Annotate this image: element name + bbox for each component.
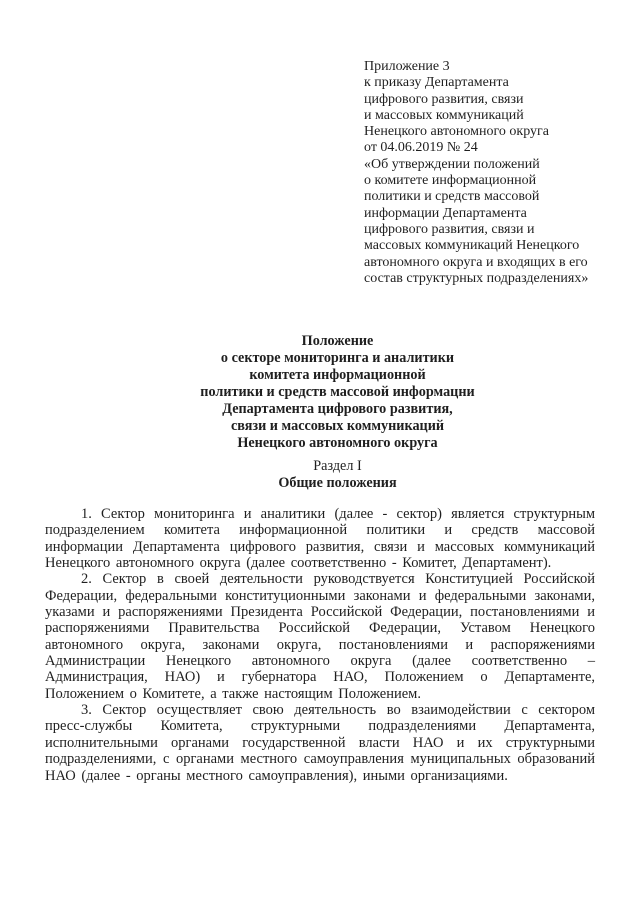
appendix-line: цифрового развития, связи и [364, 221, 535, 237]
appendix-line: о комитете информационной [364, 173, 537, 189]
appendix-line: к приказу Департамента [364, 75, 509, 91]
appendix-block [364, 59, 604, 287]
appendix-line: «Об утверждении положений [364, 156, 540, 172]
appendix-line: Приложение 3 [364, 59, 450, 74]
appendix-line: Ненецкого автономного округа [364, 124, 549, 140]
appendix-line: от 04.06.2019 № 24 [364, 140, 478, 156]
document-title [55, 333, 620, 452]
appendix-line: информации Департамента [364, 205, 527, 221]
paragraph-3: 3. Сектор осуществляет свою деятельность во взаимодействии с сектором пресс-службы Комитета, структурными подразделениями Департамента, исполнительными органами государственной власти НАО и их структурными подразделениями, с органами местного самоуправления муниципальных образований НАО (далее - органы местного самоуправления), иными организациями. [45, 702, 595, 784]
title-line: комитета информационной [249, 367, 426, 383]
title-line: политики и средств массовой информацни [200, 384, 475, 400]
appendix-line: автономного округа и входящих в его [364, 254, 588, 270]
appendix-line: массовых коммуникаций Ненецкого [364, 238, 580, 254]
document-body [45, 506, 595, 784]
section-title: Общие положения [278, 475, 397, 491]
title-line: Ненецкого автономного округа [237, 435, 438, 451]
appendix-line: политики и средств массовой [364, 189, 540, 205]
section-heading-block [55, 458, 620, 492]
title-line: связи и массовых коммуникаций [230, 418, 445, 434]
title-line: о секторе мониторинга и аналитики [220, 350, 455, 366]
paragraph-1: 1. Сектор мониторинга и аналитики (далее - сектор) является структурным подразделением комитета информационной политики и средств массовой информации Департамента цифрового развития, связи и массовых коммуникаций Ненецкого автономного округа (далее соответственно - Комитет, Департамент). [45, 506, 595, 572]
title-line: Департамента цифрового развития, [222, 401, 453, 417]
appendix-line: состав структурных подразделениях» [364, 270, 589, 286]
paragraph-2: 2. Сектор в своей деятельности руководствуется Конституцией Российской Федерации, федеральными конституционными законами и федеральными законами, указами и распоряжениями Президента Российской Федерации, постановлениями и распоряжениями Правительства Российской Федерации, Уставом Ненецкого автономного округа, законами округа, постановлениями и распоряжениями Администрации Ненецкого автономного округа (далее соответственно – Администрация, НАО) и губернатора НАО, Положением о Департаменте, Положением о Комитете, а также настоящим Положением. [45, 571, 595, 702]
title-line: Положение [301, 333, 374, 349]
appendix-line: цифрового развития, связи [364, 91, 524, 107]
section-number: Раздел I [313, 458, 362, 474]
appendix-line: и массовых коммуникаций [364, 107, 524, 123]
